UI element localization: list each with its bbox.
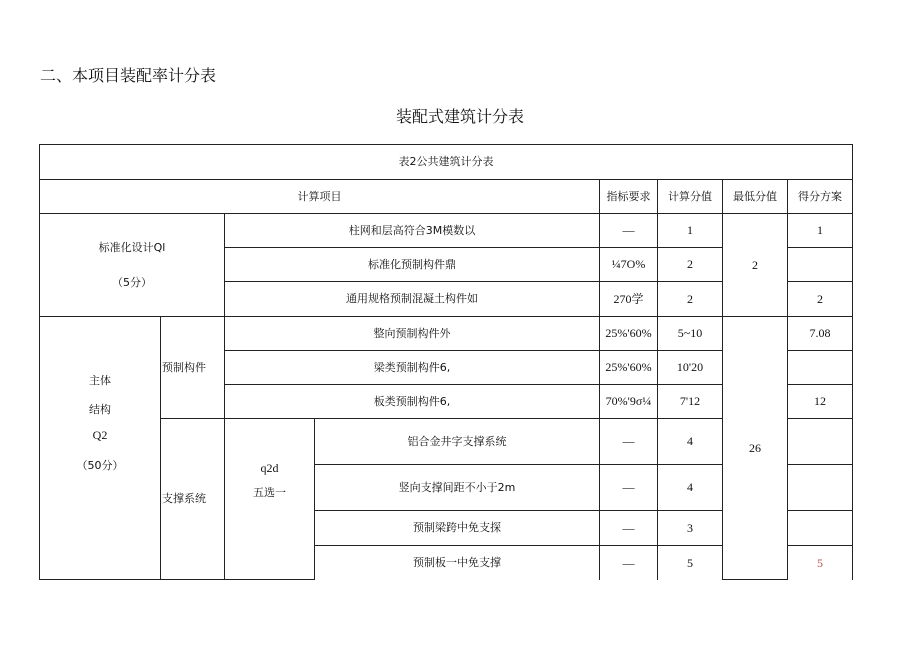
q1-label-line2: （5分） [112,276,152,289]
support-score-3: 3 [658,511,723,546]
support-plan-2 [788,465,853,511]
support-item-1: 铝合金井字支撑系统 [315,419,600,465]
support-sublabel-line1: q2d [260,461,279,476]
prefab-item-2: 梁类预制构件6, [225,351,600,385]
q1-label-line1: 标准化设计Ql [98,240,166,254]
prefab-requirement-3: 70%'9σ¼ [600,385,658,419]
header-score: 计算分值 [658,180,723,214]
q1-score-3: 2 [658,282,723,317]
support-score-2: 4 [658,465,723,511]
q2-label-line1: 主体 [89,374,111,388]
prefab-item-3: 板类预制构件6, [225,385,600,419]
document-title: 装配式建筑计分表 [395,107,524,126]
header-min-score: 最低分值 [723,180,788,214]
q1-min-score: 2 [723,214,788,317]
support-item-3: 预制梁跨中免支探 [315,511,600,546]
table-row [40,214,853,248]
q1-item-2: 标准化预制构件鼎 [225,248,600,282]
q1-score-2: 2 [658,248,723,282]
support-item-4: 预制板一中免支撑 [315,546,600,580]
support-score-4: 5 [658,546,723,580]
q1-plan-1: 1 [788,214,853,248]
q1-requirement-1: — [600,214,658,248]
q1-item-3: 通用规格预制混凝土构件如 [225,282,600,317]
support-score-1: 4 [658,419,723,465]
q2-label-line4: （50分） [76,458,124,472]
prefab-plan-1: 7.08 [788,317,853,351]
support-sublabel [225,419,315,580]
score-table [39,144,853,580]
prefab-item-1: 整向预制构件外 [225,317,600,351]
support-requirement-4: — [600,546,658,580]
prefab-score-2: 10'20 [658,351,723,385]
support-requirement-2: — [600,465,658,511]
prefab-requirement-2: 25%'60% [600,351,658,385]
header-item: 计算项目 [40,180,600,214]
q2-label [40,317,161,580]
support-requirement-1: — [600,419,658,465]
header-plan-score: 得分方案 [788,180,853,214]
section-heading: 二、本项目装配率计分表 [40,66,217,85]
prefab-requirement-1: 25%'60% [600,317,658,351]
q2-min-score: 26 [723,317,788,580]
q2-label-line3: Q2 [92,428,108,443]
prefab-score-1: 5~10 [658,317,723,351]
q2-label-line2: 结构 [89,403,111,417]
support-label: 支撑系统 [161,419,225,580]
prefab-plan-3: 12 [788,385,853,419]
support-requirement-3: — [600,511,658,546]
prefab-label: 预制构件 [161,317,225,419]
q1-score-1: 1 [658,214,723,248]
prefab-plan-2 [788,351,853,385]
table-row [40,317,853,351]
q1-plan-2 [788,248,853,282]
table-caption: 表2公共建筑计分表 [40,145,853,180]
table-header-row [40,180,853,214]
q1-item-1: 柱网和层高符合3M模数以 [225,214,600,248]
q1-requirement-2: ¼7O% [600,248,658,282]
q1-requirement-3: 270学 [600,282,658,317]
support-plan-4: 5 [788,546,853,580]
q1-plan-3: 2 [788,282,853,317]
support-item-2: 竖向支撑间距不小于2m [315,465,600,511]
support-plan-1 [788,419,853,465]
q1-label [40,214,225,317]
table-caption-row [40,145,853,180]
support-sublabel-line2: 五选一 [253,485,286,499]
prefab-score-3: 7'12 [658,385,723,419]
header-requirement: 指标要求 [600,180,658,214]
support-plan-3 [788,511,853,546]
